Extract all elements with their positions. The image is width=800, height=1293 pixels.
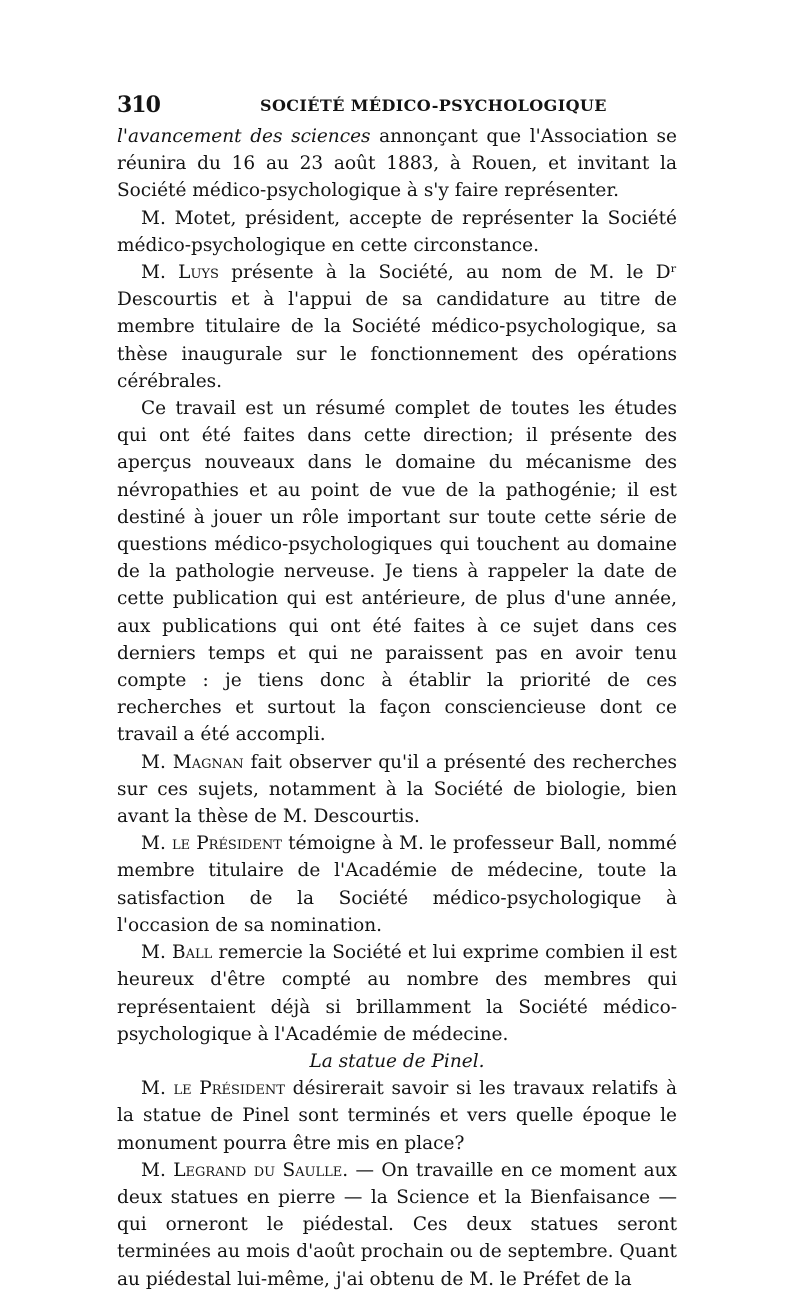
paragraph-luys (117, 259, 677, 395)
speaker-name: Magnan (172, 751, 244, 773)
speaker-name: le Président (173, 1078, 285, 1100)
speaker-name: le Président (171, 833, 282, 855)
body-text (117, 123, 677, 1293)
speaker-prefix: M. (141, 751, 173, 773)
paragraph-text: désirerait savoir si les travaux relatifs à la statue de Pinel sont terminés et vers quelle époque le monument pourra être mis en place? (117, 1078, 677, 1154)
speaker-prefix: M. (141, 262, 179, 284)
paragraph-legrand-du-saulle (117, 1157, 677, 1293)
speaker-name: Ball (172, 942, 213, 964)
paragraph-text: annonçant que l'Association se réunira du 16 au 23 août 1883, à Rouen, et invitant la Société médico-psychologique à s'y faire représenter. (117, 126, 677, 202)
paragraph-text: remercie la Société et lui exprime combien il est heureux d'être compté au nombre des membres qui représentaient déjà si brillamment la Société médico-psychologique à l'Académie de médecine. (117, 942, 677, 1045)
speaker-prefix: M. (141, 942, 173, 964)
speaker-name: Legrand du Saulle (173, 1159, 343, 1181)
paragraph-president-pinel (117, 1075, 677, 1157)
paragraph-magnan (117, 749, 677, 831)
paragraph-text: témoigne à M. le professeur Ball, nommé membre titulaire de l'Académie de médecine, toute la satisfaction de la Société médico-psychologique à l'occasion de sa nomination. (117, 833, 677, 936)
speaker-name: Luys (178, 262, 219, 284)
running-head: SOCIÉTÉ MÉDICO-PSYCHOLOGIQUE (260, 96, 607, 115)
section-heading: La statue de Pinel. (309, 1050, 485, 1072)
page-header (117, 92, 683, 122)
paragraph-text: fait observer qu'il a présenté des recherches sur ces sujets, notamment à la Société de biologie, bien avant la thèse de M. Descourtis. (117, 751, 677, 828)
paragraph-president-ball (117, 830, 677, 939)
paragraph-text: , président, accepte de représenter la Société médico-psychologique en cette circonstance. (117, 207, 677, 256)
speaker-name: M. Motet (141, 207, 231, 229)
speaker-prefix: M. (141, 1159, 174, 1181)
speaker-prefix: M. (141, 1078, 174, 1100)
paragraph-motet (117, 205, 677, 259)
page-number: 310 (117, 92, 160, 118)
paragraph-ball (117, 939, 677, 1048)
paragraph-text: . — On travaille en ce moment aux deux statues en pierre — la Science et la Bienfaisance — qui orneront le piédestal. Ces deux statues seront terminées au mois d'août prochain ou de septembre. Quant au piédestal lui-même, j'ai obtenu de M. le Préfet de la (117, 1159, 677, 1290)
speaker-prefix: M. (141, 833, 172, 855)
paragraph-thesis-summary (117, 395, 677, 749)
italic-lead: l'avancement des sciences (117, 126, 371, 147)
paragraph-text: Ce travail est un résumé complet de toutes les études qui ont été faites dans cette direction; il présente des aperçus nouveaux dans le domaine du mécanisme des névropathies et au point de vue de la pathogénie; il est destiné à jouer un rôle important sur toute cette série de questions médico-psychologiques qui touchent au domaine de la pathologie nerveuse. Je tiens à rappeler la date de cette publication qui est antérieure, de plus d'une année, aux publications qui ont été faites à ce sujet dans ces derniers temps et qui ne paraissent pas en avoir tenu compte : je tiens donc à établir la priorité de ces recherches et surtout la façon consciencieuse dont ce travail a été accompli. (117, 398, 677, 746)
paragraph-text: présente à la Société, au nom de M. le Dʳ Descourtis et à l'appui de sa candidature au titre de membre titulaire de la Société médico-psychologique, sa thèse inaugurale sur le fonctionnement des opérations cérébrales. (117, 262, 677, 392)
paragraph-association (117, 123, 677, 205)
